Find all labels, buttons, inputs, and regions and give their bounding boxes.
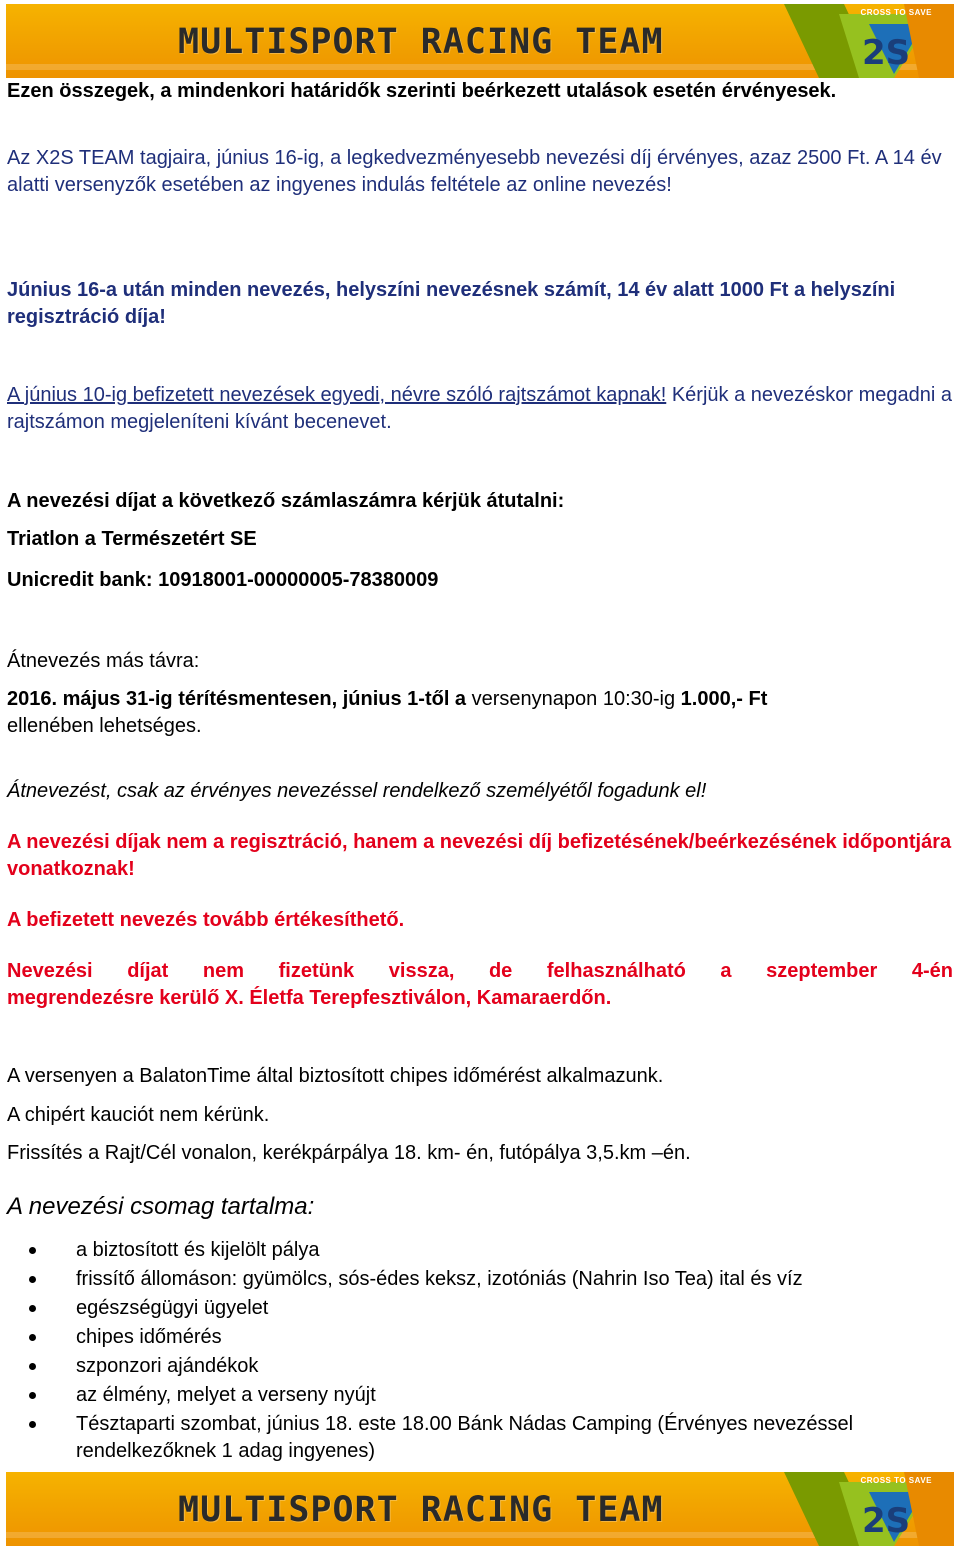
transfer-title: Átnevezés más távra: [7, 650, 200, 672]
resale-note: A befizetett nevezés tovább értékesíthető. [7, 909, 405, 931]
late-entry-note: Június 16-a után minden nevezés, helyszíni nevezésnek számít, 14 év alatt 1000 Ft a helyszíni regisztráció díja! [7, 279, 896, 328]
list-item: Tésztaparti szombat, június 18. este 18.00 Bánk Nádas Camping (Érvényes nevezéssel rendelkezőknek 1 adag ingyenes) [76, 1410, 937, 1465]
list-item: az élmény, melyet a verseny nyújt [76, 1381, 937, 1410]
svg-text:2S: 2S [862, 33, 911, 73]
timing-note: A versenyen a BalatonTime által biztosított chipes időmérést alkalmazunk. [7, 1065, 664, 1087]
deposit-note: A chipért kauciót nem kérünk. [7, 1104, 270, 1126]
refresh-note: Frissítés a Rajt/Cél vonalon, kerékpárpálya 18. km- én, futópálya 3,5.km –én. [7, 1142, 691, 1164]
header-banner [6, 4, 954, 78]
svg-text:2S: 2S [862, 1501, 911, 1541]
transfer-possible: ellenében lehetséges. [7, 715, 202, 737]
banner-tagline: CROSS TO SAVE [860, 1476, 932, 1485]
package-list [7, 1236, 937, 1465]
fee-date-note: A nevezési díjak nem a regisztráció, hanem a nevezési díj befizetésének/beérkezésének időpontjára vonatkoznak! [7, 831, 952, 880]
transfer-fee: 1.000,- Ft [680, 688, 768, 710]
bank-intro: A nevezési díjat a következő számlaszámra kérjük átutalni: [7, 490, 565, 512]
bank-account: Unicredit bank: 10918001-00000005-78380009 [7, 569, 439, 591]
refund-line-1: Nevezési díjat nem fizetünk vissza, de felhasználható a szeptember 4-én [7, 960, 953, 982]
refund-note [7, 958, 953, 1012]
bib-number-underlined: A június 10-ig befizetett nevezések egyedi, névre szóló rajtszámot kapnak! [7, 384, 667, 406]
transfer-terms [7, 686, 953, 740]
package-heading: A nevezési csomag tartalma: [7, 1193, 315, 1220]
transfer-deadline: 2016. május 31-ig térítésmentesen, június 1-től a [7, 688, 467, 710]
list-item: frissítő állomáson: gyümölcs, sós-édes keksz, izotóniás (Nahrin Iso Tea) ital és víz [76, 1265, 937, 1294]
validity-note: Ezen összegek, a mindenkori határidők szerinti beérkezett utalások esetén érvényesek. [7, 80, 837, 102]
list-item: a biztosított és kijelölt pálya [76, 1236, 937, 1265]
transfer-race-day: versenynapon 10:30-ig [466, 688, 681, 710]
refund-line-2: megrendezésre kerülő X. Életfa Terepfesztiválon, Kamaraerdőn. [7, 987, 612, 1009]
list-item: chipes időmérés [76, 1323, 937, 1352]
team-discount-note: Az X2S TEAM tagjaira, június 16-ig, a legkedvezményesebb nevezési díj érvényes, azaz 2500 Ft. A 14 év alatti versenyzők esetében az ingyenes indulás feltétele az online nevezés! [7, 147, 942, 196]
bank-name: Triatlon a Természetért SE [7, 528, 257, 550]
transfer-note: Átnevezést, csak az érvényes nevezéssel rendelkező személyétől fogadunk el! [7, 780, 707, 802]
footer-banner [6, 1472, 954, 1546]
banner-tagline: CROSS TO SAVE [860, 8, 932, 17]
bib-number-nickname: Kérjük a nevezéskor megadni a rajtszámon megjeleníteni kívánt becenevet. [7, 384, 952, 433]
banner-title: MULTISPORT RACING TEAM [178, 22, 664, 62]
bib-number-note [7, 382, 953, 436]
list-item: szponzori ajándékok [76, 1352, 937, 1381]
list-item: egészségügyi ügyelet [76, 1294, 937, 1323]
banner-title: MULTISPORT RACING TEAM [178, 1490, 664, 1530]
